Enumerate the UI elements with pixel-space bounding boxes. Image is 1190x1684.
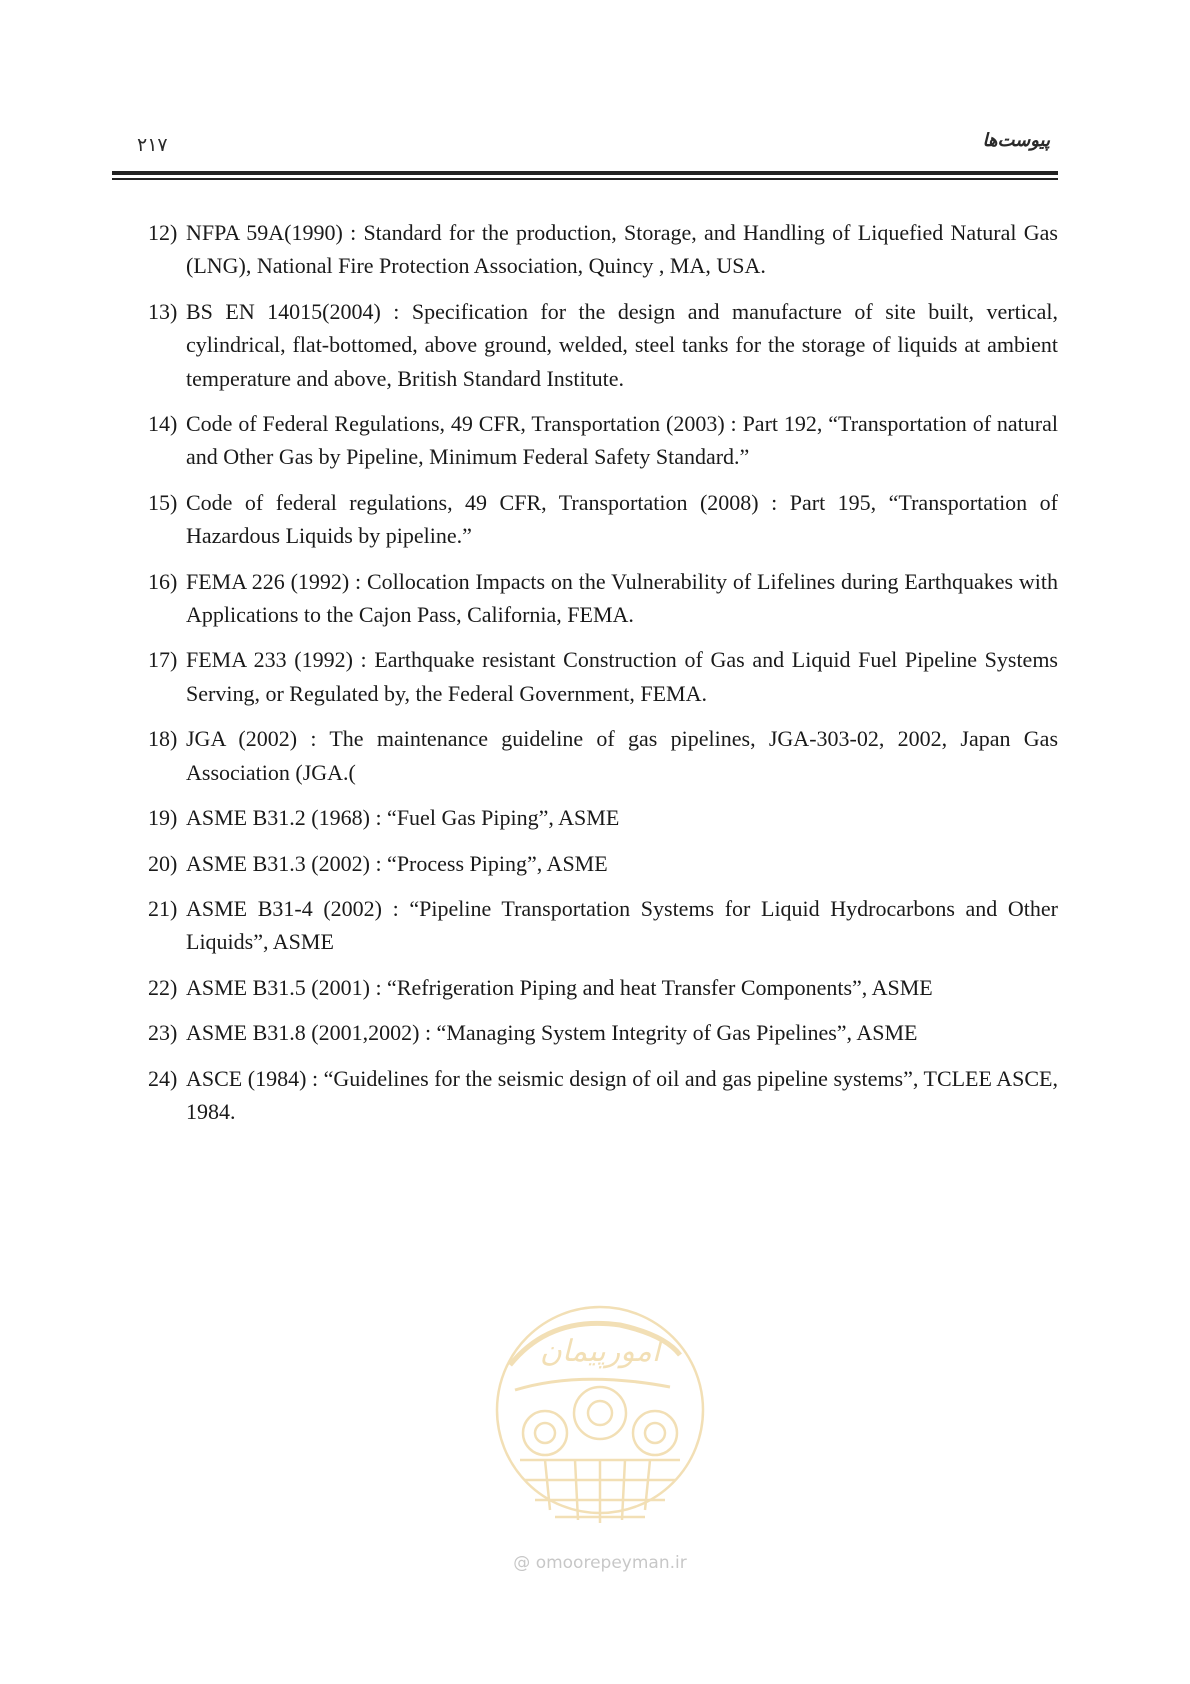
watermark-emblem-icon [490,1295,710,1545]
reference-text: ASME B31.8 (2001,2002) : “Managing System Integrity of Gas Pipelines”, ASME [186,1020,918,1046]
reference-item [148,216,1058,283]
reference-text: BS EN 14015(2004) : Specification for the design and manufacture of site built, vertical, cylindrical, flat-bottomed, above ground, welded, steel tanks for the storage of liquids at ambient temperature and above, British Standard Institute. [186,298,1058,391]
reference-number: 24) [148,1065,178,1091]
watermark-url: @ omoorepeyman.ir [513,1553,687,1573]
reference-text: NFPA 59A(1990) : Standard for the production, Storage, and Handling of Liquefied Natural Gas (LNG), National Fire Protection Association, Quincy , MA, USA. [186,220,1058,279]
reference-number: 23) [148,1020,178,1046]
reference-text: ASME B31.3 (2002) : “Process Piping”, ASME [186,850,608,876]
header-rule-thick [112,171,1058,175]
reference-text: ASME B31-4 (2002) : “Pipeline Transportation Systems for Liquid Hydrocarbons and Other Liquids”, ASME [186,895,1058,955]
reference-list [148,216,1058,1140]
reference-number: 20) [148,850,178,876]
reference-number: 14) [148,411,178,437]
watermark-logo [490,1295,710,1585]
reference-number: 13) [148,298,178,324]
reference-text: Code of Federal Regulations, 49 CFR, Transportation (2003) : Part 192, “Transportation of natural and Other Gas by Pipeline, Minimum Federal Safety Standard.” [186,411,1058,470]
reference-text: ASCE (1984) : “Guidelines for the seismic design of oil and gas pipeline systems”, TCLEE ASCE, 1984. [186,1065,1058,1124]
reference-number: 18) [148,726,178,752]
reference-number: 17) [148,647,178,673]
reference-item [148,801,1058,834]
reference-text: FEMA 233 (1992) : Earthquake resistant Construction of Gas and Liquid Fuel Pipeline Systems Serving, or Regulated by, the Federal Government, FEMA. [186,647,1058,706]
reference-item [148,565,1058,632]
reference-text: FEMA 226 (1992) : Collocation Impacts on the Vulnerability of Lifelines during Earthquakes with Applications to the Cajon Pass, California, FEMA. [186,568,1058,628]
reference-number: 22) [148,974,178,1000]
watermark-logo-text: امورپیمان [539,1334,661,1369]
reference-number: 15) [148,489,178,515]
reference-item [148,847,1058,880]
reference-number: 12) [148,220,178,245]
header-rule-thin [112,178,1058,180]
reference-number: 21) [148,895,178,921]
reference-text: ASME B31.5 (2001) : “Refrigeration Piping and heat Transfer Components”, ASME [186,974,933,1000]
reference-item [148,295,1058,395]
reference-item [148,971,1058,1004]
watermark-url-text: omoorepeyman.ir [535,1553,687,1573]
reference-number: 16) [148,568,178,594]
reference-item [148,1062,1058,1129]
reference-item [148,722,1058,789]
reference-item [148,1016,1058,1049]
reference-number: 19) [148,805,178,831]
page-header [112,128,1058,168]
page-number: ۲۱۷ [137,134,168,156]
reference-text: JGA (2002) : The maintenance guideline of gas pipelines, JGA-303-02, 2002, Japan Gas Association (JGA.( [186,726,1058,785]
reference-text: Code of federal regulations, 49 CFR, Transportation (2008) : Part 195, “Transportation of Hazardous Liquids by pipeline.” [186,489,1058,549]
reference-item [148,407,1058,474]
reference-item [148,486,1058,553]
section-title: پیوست‌ها [982,130,1050,151]
reference-text: ASME B31.2 (1968) : “Fuel Gas Piping”, ASME [186,805,620,831]
reference-item [148,892,1058,959]
reference-item [148,643,1058,710]
